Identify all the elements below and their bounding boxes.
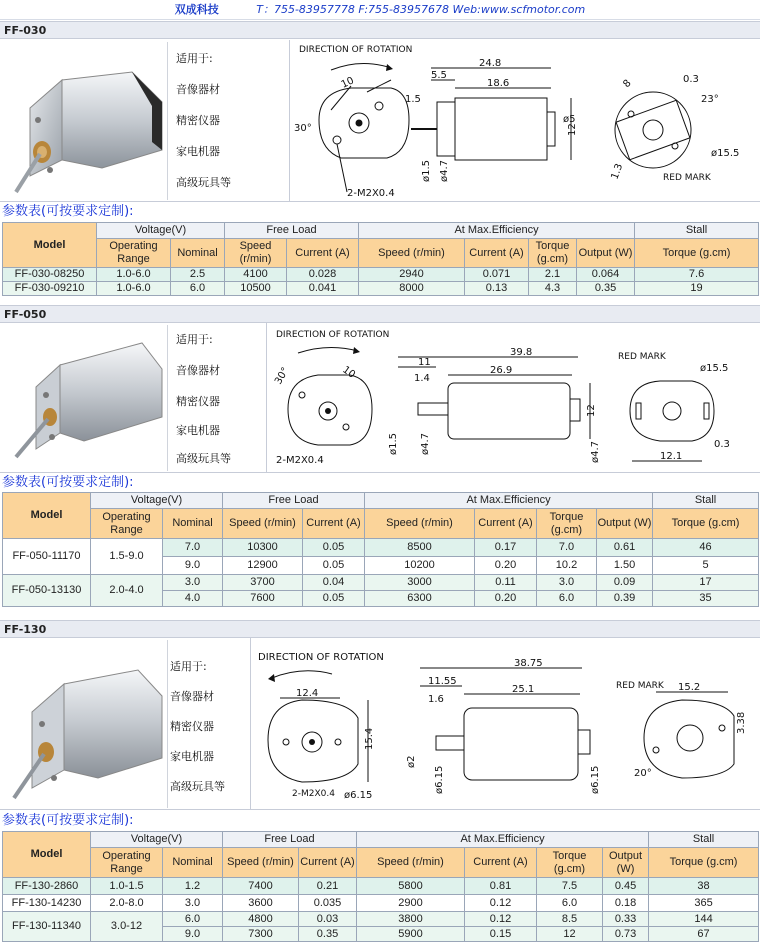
table-cell: 0.12 (465, 895, 537, 912)
col-model: Model (3, 223, 97, 268)
table-cell: 2.0-8.0 (91, 895, 163, 912)
col-max-eff: At Max.Efficiency (365, 493, 653, 509)
table-cell: 0.035 (299, 895, 357, 912)
table-cell: 0.09 (597, 575, 653, 591)
table-cell: 5800 (357, 878, 465, 895)
red-mark-label: RED MARK (618, 352, 666, 362)
dimension-label: 1.6 (428, 694, 444, 705)
dimension-label: 8 (621, 77, 634, 91)
table-cell: 144 (649, 912, 759, 927)
table-cell: 4800 (223, 912, 299, 927)
rotation-label: DIRECTION OF ROTATION (258, 652, 384, 663)
table-cell: 0.03 (299, 912, 357, 927)
col-voltage: Voltage(V) (91, 832, 223, 848)
red-mark-label: RED MARK (663, 173, 711, 183)
table-cell: 19 (635, 282, 759, 296)
dimension-label: ø4.7 (439, 159, 450, 182)
table-cell: FF-130-2860 (3, 878, 91, 895)
table-cell: 1.5-9.0 (91, 539, 163, 575)
table-cell: 2.1 (529, 268, 577, 282)
dimension-label: 38.75 (514, 658, 543, 669)
table-cell: 1.0-6.0 (97, 268, 171, 282)
page-header (0, 0, 760, 20)
dimension-label: ø4.7 (590, 440, 601, 463)
dimension-label: 0.3 (683, 74, 699, 85)
red-mark-label: RED MARK (616, 681, 664, 691)
table-cell: 9.0 (163, 927, 223, 942)
table-cell: 8000 (359, 282, 465, 296)
use-item: 精密仪器 (170, 720, 214, 733)
table-cell: 6.0 (163, 912, 223, 927)
use-item: 音像器材 (176, 83, 220, 96)
col-voltage: Voltage(V) (97, 223, 225, 239)
dimension-label: 12 (567, 123, 578, 136)
product-panel-ff130 (0, 638, 760, 810)
table-row (3, 912, 759, 927)
col-free-load: Free Load (223, 832, 357, 848)
company-name: 双成科技 (174, 3, 219, 16)
table-cell: 3700 (223, 575, 303, 591)
screw-spec: 2-M2X0.4 (347, 188, 395, 199)
table-cell: 0.35 (577, 282, 635, 296)
table-cell: Operating Range (91, 848, 163, 878)
col-range: Operating Range (97, 239, 171, 268)
params-title: 参数表(可按要求定制): (2, 204, 134, 219)
table-cell: 0.21 (299, 878, 357, 895)
dimension-label: 30° (273, 365, 292, 387)
table-cell: Speed (r/min) (357, 848, 465, 878)
table-cell: 0.13 (465, 282, 529, 296)
col-output: Output (W) (577, 239, 635, 268)
table-cell: 0.61 (597, 539, 653, 557)
table-cell: 3600 (223, 895, 299, 912)
product-panel-ff030 (0, 40, 760, 202)
dimension-label: 26.9 (490, 365, 513, 376)
table-cell: 5 (653, 557, 759, 575)
use-item: 音像器材 (176, 364, 220, 377)
table-cell: 7.0 (163, 539, 223, 557)
table-cell: 0.20 (475, 591, 537, 607)
table-cell: 10.2 (537, 557, 597, 575)
motor-photo (2, 42, 168, 200)
table-row (3, 575, 759, 591)
table-cell: 9.0 (163, 557, 223, 575)
table-cell: 4.0 (163, 591, 223, 607)
dimension-label: ø1.5 (421, 159, 432, 182)
applications-list (176, 40, 286, 200)
use-item: 高级玩具等 (176, 176, 231, 189)
table-cell: 10300 (223, 539, 303, 557)
product-panel-ff050 (0, 323, 760, 473)
table-cell: 7600 (223, 591, 303, 607)
table-cell: 4100 (225, 268, 287, 282)
dimension-label: 25.1 (512, 684, 535, 695)
table-cell: 0.39 (597, 591, 653, 607)
divider (289, 40, 290, 202)
table-cell: FF-030-08250 (3, 268, 97, 282)
table-cell: FF-030-09210 (3, 282, 97, 296)
table-cell: Current (A) (299, 848, 357, 878)
col-stall: Stall (653, 493, 759, 509)
table-cell: 4.3 (529, 282, 577, 296)
col-current: Current (A) (465, 239, 529, 268)
table-cell: 1.50 (597, 557, 653, 575)
table-cell: 12900 (223, 557, 303, 575)
dimension-label: 1.4 (414, 373, 430, 384)
table-cell: 3.0 (537, 575, 597, 591)
dimension-label: 12.4 (296, 688, 319, 699)
dimension-label: 5.5 (431, 70, 447, 81)
table-cell: 0.071 (465, 268, 529, 282)
dimension-label: ø1.5 (388, 432, 399, 455)
dimension-label: ø15.5 (711, 148, 740, 159)
table-cell: 0.064 (577, 268, 635, 282)
params-title: 参数表(可按要求定制): (2, 475, 134, 490)
table-cell: 1.2 (163, 878, 223, 895)
spec-table-ff030 (2, 222, 759, 296)
table-cell: 12 (537, 927, 603, 942)
dimension-label: ø4.7 (420, 432, 431, 455)
table-cell: Operating Range (91, 509, 163, 539)
dimension-drawing-ff030 (291, 40, 760, 202)
dimension-label: 12.1 (660, 451, 683, 462)
table-cell: 0.05 (303, 591, 365, 607)
table-cell: 3.0 (163, 895, 223, 912)
col-max-eff: At Max.Efficiency (357, 832, 649, 848)
screw-spec: 2-M2X0.4 (292, 789, 335, 799)
table-cell: FF-050-13130 (3, 575, 91, 607)
col-stall-torque: Torque (g.cm) (635, 239, 759, 268)
table-cell: Output (W) (603, 848, 649, 878)
spec-table-ff050 (2, 492, 759, 607)
col-nominal: Nominal (171, 239, 225, 268)
rotation-label: DIRECTION OF ROTATION (299, 45, 413, 55)
table-cell: 0.33 (603, 912, 649, 927)
table-row (3, 878, 759, 895)
use-item: 精密仪器 (176, 395, 220, 408)
table-cell: 1.0-6.0 (97, 282, 171, 296)
table-cell: Speed (r/min) (223, 509, 303, 539)
applications-label: 适用于: (176, 333, 213, 346)
table-cell: 10200 (365, 557, 475, 575)
dimension-label: 23° (701, 94, 719, 105)
table-cell: 6300 (365, 591, 475, 607)
table-cell: 1.0-1.5 (91, 878, 163, 895)
table-cell: 8.5 (537, 912, 603, 927)
dimension-label: 11.55 (428, 676, 457, 687)
applications-label: 适用于: (170, 660, 207, 673)
table-cell: 0.04 (303, 575, 365, 591)
table-cell: Speed (r/min) (365, 509, 475, 539)
use-item: 家电机器 (176, 424, 220, 437)
dimension-label: 1.5 (405, 94, 421, 105)
dimension-label: 20° (634, 768, 652, 779)
table-cell: Output (W) (597, 509, 653, 539)
table-cell: 0.20 (475, 557, 537, 575)
table-cell: 7.5 (537, 878, 603, 895)
table-cell: 0.17 (475, 539, 537, 557)
dimension-label: ø6.15 (344, 790, 373, 801)
table-cell: 0.73 (603, 927, 649, 942)
table-cell: Speed (r/min) (223, 848, 299, 878)
col-voltage: Voltage(V) (91, 493, 223, 509)
dimension-label: ø6.15 (434, 765, 445, 794)
table-cell: 3000 (365, 575, 475, 591)
contact-info: T：755-83957778 F:755-83957678 Web:www.scfmotor.com (256, 3, 586, 16)
dimension-drawing-ff050 (268, 323, 760, 473)
use-item: 音像器材 (170, 690, 214, 703)
table-cell: FF-130-14230 (3, 895, 91, 912)
table-row (3, 539, 759, 557)
table-cell: Current (A) (465, 848, 537, 878)
col-stall: Stall (635, 223, 759, 239)
table-row (3, 268, 759, 282)
dimension-label: 1.3 (609, 162, 626, 182)
dimension-label: 24.8 (479, 58, 502, 69)
table-cell: 6.0 (537, 591, 597, 607)
table-cell: 3.0 (163, 575, 223, 591)
use-item: 家电机器 (170, 750, 214, 763)
col-free-load: Free Load (225, 223, 359, 239)
use-item: 家电机器 (176, 145, 220, 158)
table-cell: 2.5 (171, 268, 225, 282)
table-cell: Nominal (163, 509, 223, 539)
divider (250, 638, 251, 810)
table-row (3, 895, 759, 912)
table-cell: 0.15 (465, 927, 537, 942)
table-cell: 6.0 (171, 282, 225, 296)
dimension-label: 0.3 (714, 439, 730, 450)
dimension-label: ø2 (406, 755, 417, 768)
table-cell: 365 (649, 895, 759, 912)
screw-spec: 2-M2X0.4 (276, 455, 324, 466)
table-cell: Torque (g.cm) (649, 848, 759, 878)
table-row (3, 282, 759, 296)
use-item: 高级玩具等 (170, 780, 225, 793)
table-cell: Nominal (163, 848, 223, 878)
section-title-ff030: FF-030 (0, 21, 760, 39)
col-model: Model (3, 493, 91, 539)
dimension-label: 30° (294, 123, 312, 134)
params-title: 参数表(可按要求定制): (2, 813, 134, 828)
dimension-label: 15.4 (364, 727, 375, 750)
dimension-label: ø5 (563, 114, 576, 125)
table-cell: 2940 (359, 268, 465, 282)
table-cell: 7.0 (537, 539, 597, 557)
table-cell: 46 (653, 539, 759, 557)
table-cell: 0.12 (465, 912, 537, 927)
table-cell: 0.81 (465, 878, 537, 895)
dimension-label: 11 (418, 357, 431, 368)
col-free-load: Free Load (223, 493, 365, 509)
dimension-label: ø15.5 (700, 363, 729, 374)
table-cell: FF-050-11170 (3, 539, 91, 575)
table-cell: 2.0-4.0 (91, 575, 163, 607)
col-current: Current (A) (287, 239, 359, 268)
table-cell: 0.028 (287, 268, 359, 282)
rotation-label: DIRECTION OF ROTATION (276, 330, 390, 340)
dimension-label: 10 (339, 75, 356, 91)
dimension-label: 3.38 (736, 711, 747, 734)
use-item: 高级玩具等 (176, 452, 231, 465)
col-max-eff: At Max.Efficiency (359, 223, 635, 239)
col-stall: Stall (649, 832, 759, 848)
divider (266, 323, 267, 473)
section-title-ff130: FF-130 (0, 620, 760, 638)
table-cell: 3.0-12 (91, 912, 163, 942)
col-model: Model (3, 832, 91, 878)
dimension-label: ø6.15 (590, 765, 601, 794)
dimension-label: 12 (586, 404, 597, 417)
col-speed: Speed (r/min) (225, 239, 287, 268)
table-cell: 0.18 (603, 895, 649, 912)
dimension-label: 15.2 (678, 682, 701, 693)
table-cell: Current (A) (303, 509, 365, 539)
table-cell: Torque (g.cm) (537, 848, 603, 878)
spec-table-ff130 (2, 831, 759, 942)
table-cell: 8500 (365, 539, 475, 557)
section-title-ff050: FF-050 (0, 305, 760, 323)
motor-photo (2, 325, 168, 471)
table-cell: 5900 (357, 927, 465, 942)
table-cell: Torque (g.cm) (537, 509, 597, 539)
table-cell: 7400 (223, 878, 299, 895)
use-item: 精密仪器 (176, 114, 220, 127)
dimension-label: 18.6 (487, 78, 510, 89)
table-cell: 0.05 (303, 539, 365, 557)
table-cell: 6.0 (537, 895, 603, 912)
dimension-drawing-ff130 (252, 638, 760, 810)
table-cell: 38 (649, 878, 759, 895)
table-cell: Current (A) (475, 509, 537, 539)
table-cell: 7300 (223, 927, 299, 942)
table-cell: 0.45 (603, 878, 649, 895)
table-cell: 0.05 (303, 557, 365, 575)
table-cell: 0.11 (475, 575, 537, 591)
dimension-label: 39.8 (510, 347, 533, 358)
applications-label: 适用于: (176, 52, 213, 65)
table-cell: 3800 (357, 912, 465, 927)
table-cell: 10500 (225, 282, 287, 296)
col-speed: Speed (r/min) (359, 239, 465, 268)
table-cell: 0.35 (299, 927, 357, 942)
table-cell: 2900 (357, 895, 465, 912)
dimension-label: 10 (340, 364, 358, 381)
col-torque: Torque (g.cm) (529, 239, 577, 268)
table-cell: 67 (649, 927, 759, 942)
motor-photo (2, 640, 168, 808)
table-cell: 35 (653, 591, 759, 607)
table-cell: FF-130-11340 (3, 912, 91, 942)
table-cell: 17 (653, 575, 759, 591)
table-cell: Torque (g.cm) (653, 509, 759, 539)
table-cell: 7.6 (635, 268, 759, 282)
table-cell: 0.041 (287, 282, 359, 296)
